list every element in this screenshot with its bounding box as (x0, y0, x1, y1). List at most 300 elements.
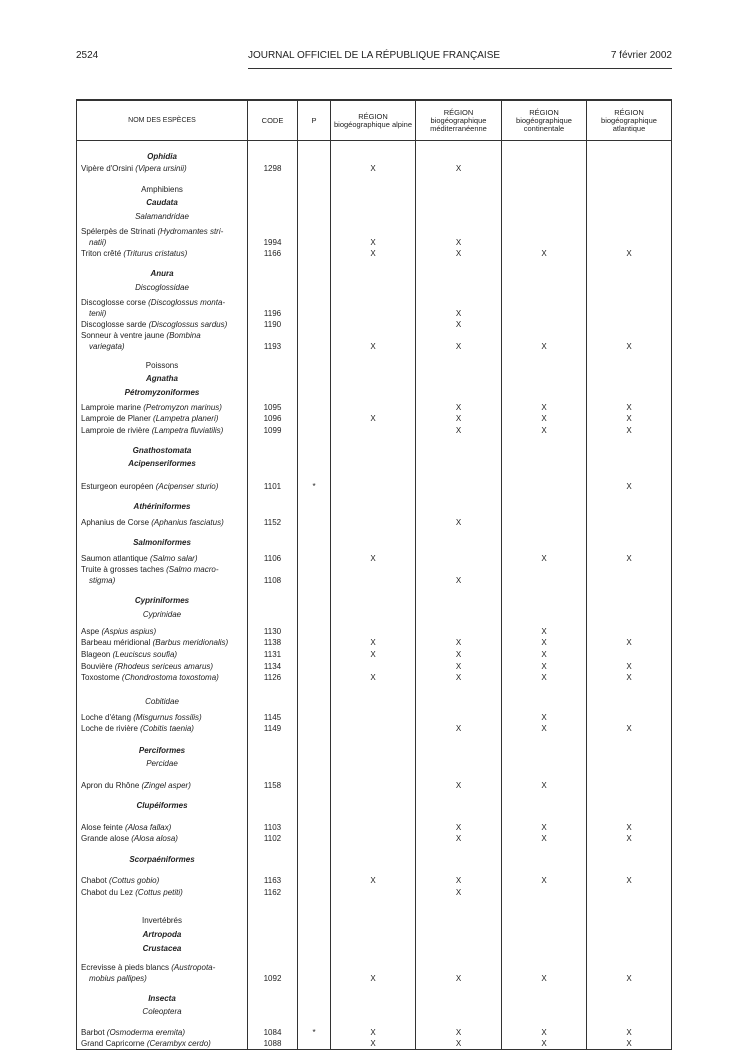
section-heading-text: Athériniformes (133, 501, 191, 511)
species-name (77, 398, 248, 413)
header-rule (248, 68, 672, 69)
species-name-line (81, 564, 243, 575)
mediterranean-cell: X (416, 672, 502, 683)
scientific-name: (Osmoderma eremita) (106, 1027, 186, 1037)
scientific-name: (Rhodeus sericeus amarus) (114, 661, 214, 671)
code-cell: 1190 (248, 319, 298, 330)
section-heading-text: Cobitidae (145, 696, 179, 706)
species-name (77, 865, 248, 886)
common-name: Ecrevisse à pieds blancs (81, 962, 172, 972)
alpine-cell: X (331, 413, 416, 424)
species-name-line (81, 226, 243, 237)
empty-cell (416, 456, 502, 469)
empty-cell (331, 456, 416, 469)
scientific-name: (Aspius aspius) (101, 626, 157, 636)
section-heading (77, 791, 248, 811)
section-heading (77, 756, 248, 769)
empty-cell (298, 940, 331, 954)
species-name (77, 954, 248, 984)
priority-cell (298, 222, 331, 248)
code-cell: 1134 (248, 660, 298, 672)
empty-cell (331, 141, 416, 162)
section-heading (77, 940, 248, 954)
scientific-name: (Misgurnus fossilis) (133, 712, 202, 722)
empty-cell (331, 279, 416, 293)
atlantic-cell: X (587, 723, 672, 734)
empty-cell (248, 586, 298, 606)
empty-cell (502, 279, 587, 293)
empty-cell (298, 208, 331, 222)
code-cell: 1196 (248, 293, 298, 319)
alpine-cell (331, 398, 416, 413)
table-row (77, 330, 672, 352)
species-name (77, 222, 248, 248)
mediterranean-cell: X (416, 865, 502, 886)
column-header-mediterranean: RÉGION biogéographique méditerranéenne (416, 100, 502, 141)
scientific-name: (Discoglossus monta- (148, 297, 226, 307)
empty-cell (502, 756, 587, 769)
code-cell: 1102 (248, 833, 298, 844)
section-heading-text: Pétromyzoniformes (124, 387, 200, 397)
species-name (77, 469, 248, 492)
atlantic-cell: X (587, 469, 672, 492)
common-name: Alose feinte (81, 822, 126, 832)
species-name-line (81, 887, 243, 898)
section-heading (77, 384, 248, 398)
empty-cell (416, 844, 502, 865)
priority-cell (298, 886, 331, 898)
column-header-code: CODE (248, 100, 298, 141)
priority-cell (298, 548, 331, 564)
atlantic-cell: X (587, 865, 672, 886)
section-heading-row (77, 528, 672, 548)
section-heading (77, 259, 248, 279)
species-name (77, 723, 248, 734)
continental-cell: X (502, 865, 587, 886)
atlantic-cell: X (587, 637, 672, 648)
atlantic-cell: X (587, 330, 672, 352)
common-name: Lamproie marine (81, 402, 144, 412)
common-name: Apron du Rhône (81, 780, 142, 790)
section-heading-row (77, 279, 672, 293)
alpine-cell: X (331, 330, 416, 352)
section-heading-row (77, 683, 672, 707)
scientific-name: (Leuciscus soufia) (112, 649, 178, 659)
empty-cell (587, 436, 672, 456)
section-heading (77, 456, 248, 469)
column-header-continental: RÉGION biogéographique continentale (502, 100, 587, 141)
species-name (77, 512, 248, 528)
atlantic-cell (587, 222, 672, 248)
empty-cell (298, 586, 331, 606)
species-name-line (81, 575, 243, 586)
section-heading (77, 208, 248, 222)
empty-cell (587, 683, 672, 707)
species-name-line (81, 413, 243, 424)
alpine-cell (331, 723, 416, 734)
scientific-name: (Barbus meridionalis) (152, 637, 229, 647)
alpine-cell (331, 469, 416, 492)
common-name: Discoglosse sarde (81, 319, 149, 329)
empty-cell (587, 174, 672, 195)
empty-cell (587, 384, 672, 398)
section-heading-text: Perciformes (138, 745, 186, 755)
alpine-cell: X (331, 648, 416, 660)
empty-cell (502, 898, 587, 926)
atlantic-cell (587, 293, 672, 319)
empty-cell (298, 259, 331, 279)
section-heading-text: Scorpaéniformes (129, 854, 195, 864)
empty-cell (331, 1004, 416, 1017)
priority-cell (298, 162, 331, 174)
species-name (77, 1017, 248, 1038)
empty-cell (502, 436, 587, 456)
continental-cell: X (502, 637, 587, 648)
table-row (77, 811, 672, 833)
section-heading (77, 174, 248, 195)
scientific-name: (Vipera ursinii) (135, 163, 187, 173)
empty-cell (331, 195, 416, 208)
empty-cell (298, 492, 331, 512)
scientific-name: (Salmo salar) (149, 553, 198, 563)
atlantic-cell: X (587, 833, 672, 844)
mediterranean-cell: X (416, 811, 502, 833)
priority-cell (298, 648, 331, 660)
priority-cell (298, 398, 331, 413)
section-heading-row (77, 208, 672, 222)
empty-cell (587, 734, 672, 756)
continental-cell (502, 293, 587, 319)
species-name-line (81, 962, 243, 973)
mediterranean-cell: X (416, 723, 502, 734)
empty-cell (248, 279, 298, 293)
section-heading-row (77, 586, 672, 606)
empty-cell (587, 279, 672, 293)
atlantic-cell: X (587, 1017, 672, 1038)
species-name-line (81, 163, 243, 174)
scientific-name: (Salmo macro- (166, 564, 219, 574)
code-cell: 1095 (248, 398, 298, 413)
alpine-cell: X (331, 548, 416, 564)
empty-cell (502, 141, 587, 162)
priority-cell (298, 424, 331, 436)
continental-cell: X (502, 330, 587, 352)
code-cell: 1096 (248, 413, 298, 424)
section-heading-text: Acipenseriformes (128, 458, 196, 468)
section-heading-text: Anura (150, 268, 174, 278)
section-heading-text: Poissons (145, 360, 179, 370)
scientific-name: (Lampetra planeri) (153, 413, 219, 423)
table-row (77, 413, 672, 424)
empty-cell (248, 606, 298, 620)
section-heading (77, 926, 248, 940)
table-row (77, 319, 672, 330)
continental-cell: X (502, 833, 587, 844)
empty-cell (298, 436, 331, 456)
continental-cell (502, 886, 587, 898)
empty-cell (587, 984, 672, 1004)
section-heading-row (77, 606, 672, 620)
species-name (77, 1038, 248, 1050)
species-name (77, 833, 248, 844)
section-heading-text: Percidae (146, 758, 178, 768)
atlantic-cell (587, 319, 672, 330)
mediterranean-cell: X (416, 1017, 502, 1038)
common-name: Discoglosse corse (81, 297, 149, 307)
empty-cell (298, 528, 331, 548)
common-name: Triton crêté (81, 248, 124, 258)
empty-cell (587, 352, 672, 371)
table-row (77, 833, 672, 844)
section-heading-text: Agnatha (146, 373, 178, 383)
column-header-p: P (298, 100, 331, 141)
section-heading (77, 984, 248, 1004)
code-cell: 1166 (248, 248, 298, 259)
atlantic-cell (587, 707, 672, 723)
section-heading (77, 1004, 248, 1017)
empty-cell (331, 352, 416, 371)
mediterranean-cell: X (416, 954, 502, 984)
section-heading-row (77, 259, 672, 279)
mediterranean-cell: X (416, 769, 502, 791)
species-name-line (81, 723, 243, 734)
code-cell: 1149 (248, 723, 298, 734)
empty-cell (502, 492, 587, 512)
common-name: Grand Capricorne (81, 1039, 147, 1048)
atlantic-cell: X (587, 672, 672, 683)
species-name-line (81, 637, 243, 648)
empty-cell (298, 898, 331, 926)
continental-cell: X (502, 1038, 587, 1050)
empty-cell (587, 141, 672, 162)
atlantic-cell: X (587, 398, 672, 413)
mediterranean-cell: X (416, 398, 502, 413)
section-heading-text: Gnathostomata (132, 445, 192, 455)
empty-cell (298, 384, 331, 398)
continental-cell (502, 512, 587, 528)
empty-cell (587, 371, 672, 384)
scientific-name: (Hydromantes stri- (157, 226, 224, 236)
species-name-line (81, 712, 243, 723)
empty-cell (331, 174, 416, 195)
common-name: Barbeau méridional (81, 637, 153, 647)
species-name (77, 162, 248, 174)
empty-cell (248, 174, 298, 195)
empty-cell (248, 898, 298, 926)
section-heading-text: Crustacea (142, 943, 182, 953)
empty-cell (248, 384, 298, 398)
empty-cell (248, 528, 298, 548)
column-header-atlantic: RÉGION biogéographique atlantique (587, 100, 672, 141)
continental-cell (502, 222, 587, 248)
code-cell: 1108 (248, 564, 298, 586)
section-heading (77, 141, 248, 162)
empty-cell (416, 174, 502, 195)
species-name (77, 319, 248, 330)
table-row (77, 723, 672, 734)
alpine-cell (331, 424, 416, 436)
table-row (77, 469, 672, 492)
species-name-line (81, 661, 243, 672)
empty-cell (416, 926, 502, 940)
empty-cell (416, 1004, 502, 1017)
table-row (77, 648, 672, 660)
mediterranean-cell: X (416, 293, 502, 319)
species-name-line (81, 672, 243, 683)
empty-cell (331, 756, 416, 769)
continental-cell: X (502, 648, 587, 660)
empty-cell (331, 844, 416, 865)
empty-cell (502, 174, 587, 195)
section-heading-text: Amphibiens (141, 184, 183, 194)
empty-cell (502, 384, 587, 398)
continental-cell: X (502, 707, 587, 723)
section-heading (77, 606, 248, 620)
table-row (77, 248, 672, 259)
species-name-line (81, 649, 243, 660)
atlantic-cell (587, 886, 672, 898)
table-row (77, 620, 672, 637)
empty-cell (416, 371, 502, 384)
section-heading-row (77, 371, 672, 384)
section-heading-row (77, 984, 672, 1004)
species-name-line (81, 297, 243, 308)
common-name: Saumon atlantique (81, 553, 150, 563)
section-heading-text: Coleoptera (142, 1006, 182, 1016)
empty-cell (331, 606, 416, 620)
table-row (77, 672, 672, 683)
alpine-cell (331, 620, 416, 637)
section-heading-text: Caudata (146, 197, 178, 207)
scientific-name: (Cerambyx cerdo) (146, 1039, 211, 1048)
code-cell: 1084 (248, 1017, 298, 1038)
species-name (77, 769, 248, 791)
code-cell: 1131 (248, 648, 298, 660)
empty-cell (331, 208, 416, 222)
empty-cell (502, 984, 587, 1004)
scientific-name: (Discoglossus sardus) (148, 319, 228, 329)
empty-cell (587, 791, 672, 811)
alpine-cell (331, 886, 416, 898)
table-row (77, 769, 672, 791)
empty-cell (502, 259, 587, 279)
empty-cell (416, 384, 502, 398)
alpine-cell: X (331, 672, 416, 683)
code-cell: 1152 (248, 512, 298, 528)
species-name-line (81, 330, 243, 341)
empty-cell (502, 352, 587, 371)
alpine-cell (331, 660, 416, 672)
empty-cell (416, 492, 502, 512)
empty-cell (502, 791, 587, 811)
empty-cell (502, 926, 587, 940)
empty-cell (587, 606, 672, 620)
species-name (77, 564, 248, 586)
code-cell: 1138 (248, 637, 298, 648)
priority-cell (298, 660, 331, 672)
continental-cell: X (502, 413, 587, 424)
priority-cell: * (298, 469, 331, 492)
species-name (77, 330, 248, 352)
common-name: Toxostome (81, 672, 122, 682)
continental-cell: X (502, 424, 587, 436)
priority-cell (298, 811, 331, 833)
scientific-name: (Alosa alosa) (131, 833, 178, 843)
scientific-name: (Lampetra fluviatilis) (151, 425, 224, 435)
alpine-cell (331, 564, 416, 586)
alpine-cell (331, 833, 416, 844)
priority-cell (298, 564, 331, 586)
code-cell: 1092 (248, 954, 298, 984)
scientific-name: natii) (89, 237, 107, 247)
priority-cell (298, 672, 331, 683)
empty-cell (587, 926, 672, 940)
scientific-name: variegata) (89, 341, 125, 351)
section-heading (77, 898, 248, 926)
atlantic-cell (587, 512, 672, 528)
alpine-cell: X (331, 222, 416, 248)
empty-cell (298, 606, 331, 620)
empty-cell (331, 791, 416, 811)
alpine-cell (331, 707, 416, 723)
atlantic-cell: X (587, 954, 672, 984)
atlantic-cell: X (587, 413, 672, 424)
table-row (77, 886, 672, 898)
species-name (77, 620, 248, 637)
species-name (77, 886, 248, 898)
species-name-line (81, 626, 243, 637)
code-cell: 1106 (248, 548, 298, 564)
atlantic-cell: X (587, 1038, 672, 1050)
table-row (77, 222, 672, 248)
common-name: Chabot du Lez (81, 887, 136, 897)
empty-cell (416, 984, 502, 1004)
scientific-name: (Cobitis taenia) (140, 723, 194, 733)
empty-cell (416, 940, 502, 954)
continental-cell (502, 319, 587, 330)
code-cell: 1994 (248, 222, 298, 248)
species-name (77, 248, 248, 259)
section-heading-row (77, 174, 672, 195)
empty-cell (416, 756, 502, 769)
section-heading-text: Cyprinidae (142, 609, 182, 619)
mediterranean-cell (416, 707, 502, 723)
section-heading-row (77, 384, 672, 398)
column-header-alpine: RÉGION biogéographique alpine (331, 100, 416, 141)
table-row (77, 548, 672, 564)
section-heading-row (77, 734, 672, 756)
mediterranean-cell (416, 548, 502, 564)
table-row (77, 398, 672, 413)
species-name-line (81, 822, 243, 833)
scientific-name: (Zingel asper) (141, 780, 191, 790)
priority-cell (298, 1038, 331, 1050)
mediterranean-cell (416, 469, 502, 492)
common-name: Bouvière (81, 661, 115, 671)
scientific-name: (Cottus petiti) (135, 887, 183, 897)
scientific-name: stigma) (89, 575, 116, 585)
section-heading (77, 586, 248, 606)
empty-cell (248, 926, 298, 940)
species-name (77, 424, 248, 436)
atlantic-cell: X (587, 424, 672, 436)
empty-cell (587, 528, 672, 548)
empty-cell (502, 606, 587, 620)
table-body (77, 141, 672, 1050)
priority-cell (298, 637, 331, 648)
species-name (77, 548, 248, 564)
section-heading (77, 492, 248, 512)
